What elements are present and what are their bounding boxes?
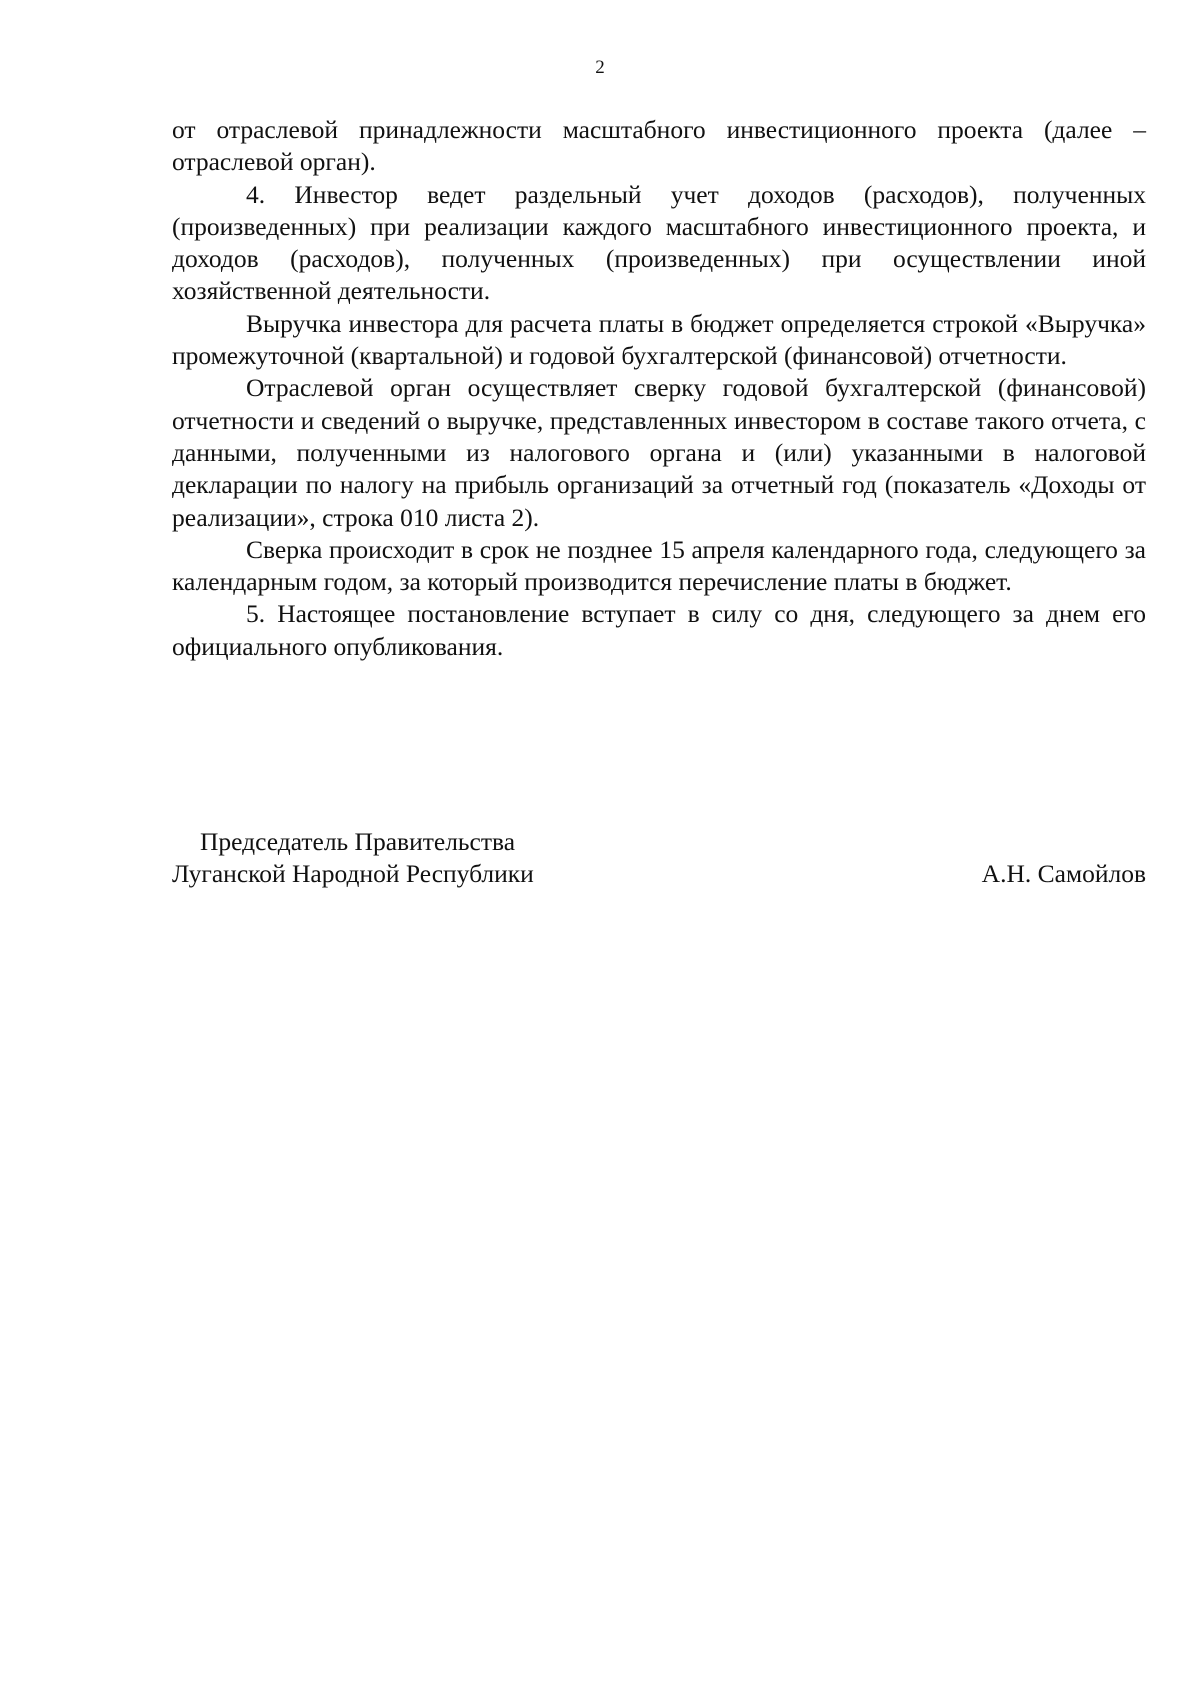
signatory-title-line1: Председатель Правительства bbox=[200, 827, 516, 856]
signatory-name: А.Н. Самойлов bbox=[981, 859, 1146, 888]
paragraph-revenue: Выручка инвестора для расчета платы в бюджет определяется строкой «Выручка» промежуточной (квартальной) и годовой бухгалтерской (финансовой) отчетности. bbox=[172, 308, 1146, 371]
paragraph-reconciliation: Отраслевой орган осуществляет сверку годовой бухгалтерской (финансовой) отчетности и сведений о выручке, представленных инвестором в составе такого отчета, с данными, полученными из налогового органа и (или) указанными в налоговой декларации по налогу на прибыль организаций за отчетный год (показатель «Доходы от реализации», строка 010 листа 2). bbox=[172, 373, 1146, 532]
paragraph-continuation: от отраслевой принадлежности масштабного инвестиционного проекта (далее – отраслевой орган). bbox=[172, 115, 1146, 177]
paragraph-item-4: 4. Инвестор ведет раздельный учет доходов (расходов), полученных (произведенных) при реализации каждого масштабного инвестиционного проекта, и доходов (расходов), полученных (произведенных) при осуществлении иной хозяйственной деятельности. bbox=[172, 179, 1146, 306]
paragraph-deadline: Сверка происходит в срок не позднее 15 апреля календарного года, следующего за календарным годом, за который производится перечисление платы в бюджет. bbox=[172, 534, 1146, 597]
page-number: 2 bbox=[595, 57, 605, 78]
signatory-title-line2: Луганской Народной Республики bbox=[172, 859, 534, 888]
signature-block bbox=[172, 826, 1146, 890]
document-body bbox=[172, 114, 1146, 663]
signature-row bbox=[172, 858, 1146, 890]
paragraph-item-5: 5. Настоящее постановление вступает в силу со дня, следующего за днем его официального опубликования. bbox=[172, 599, 1146, 661]
